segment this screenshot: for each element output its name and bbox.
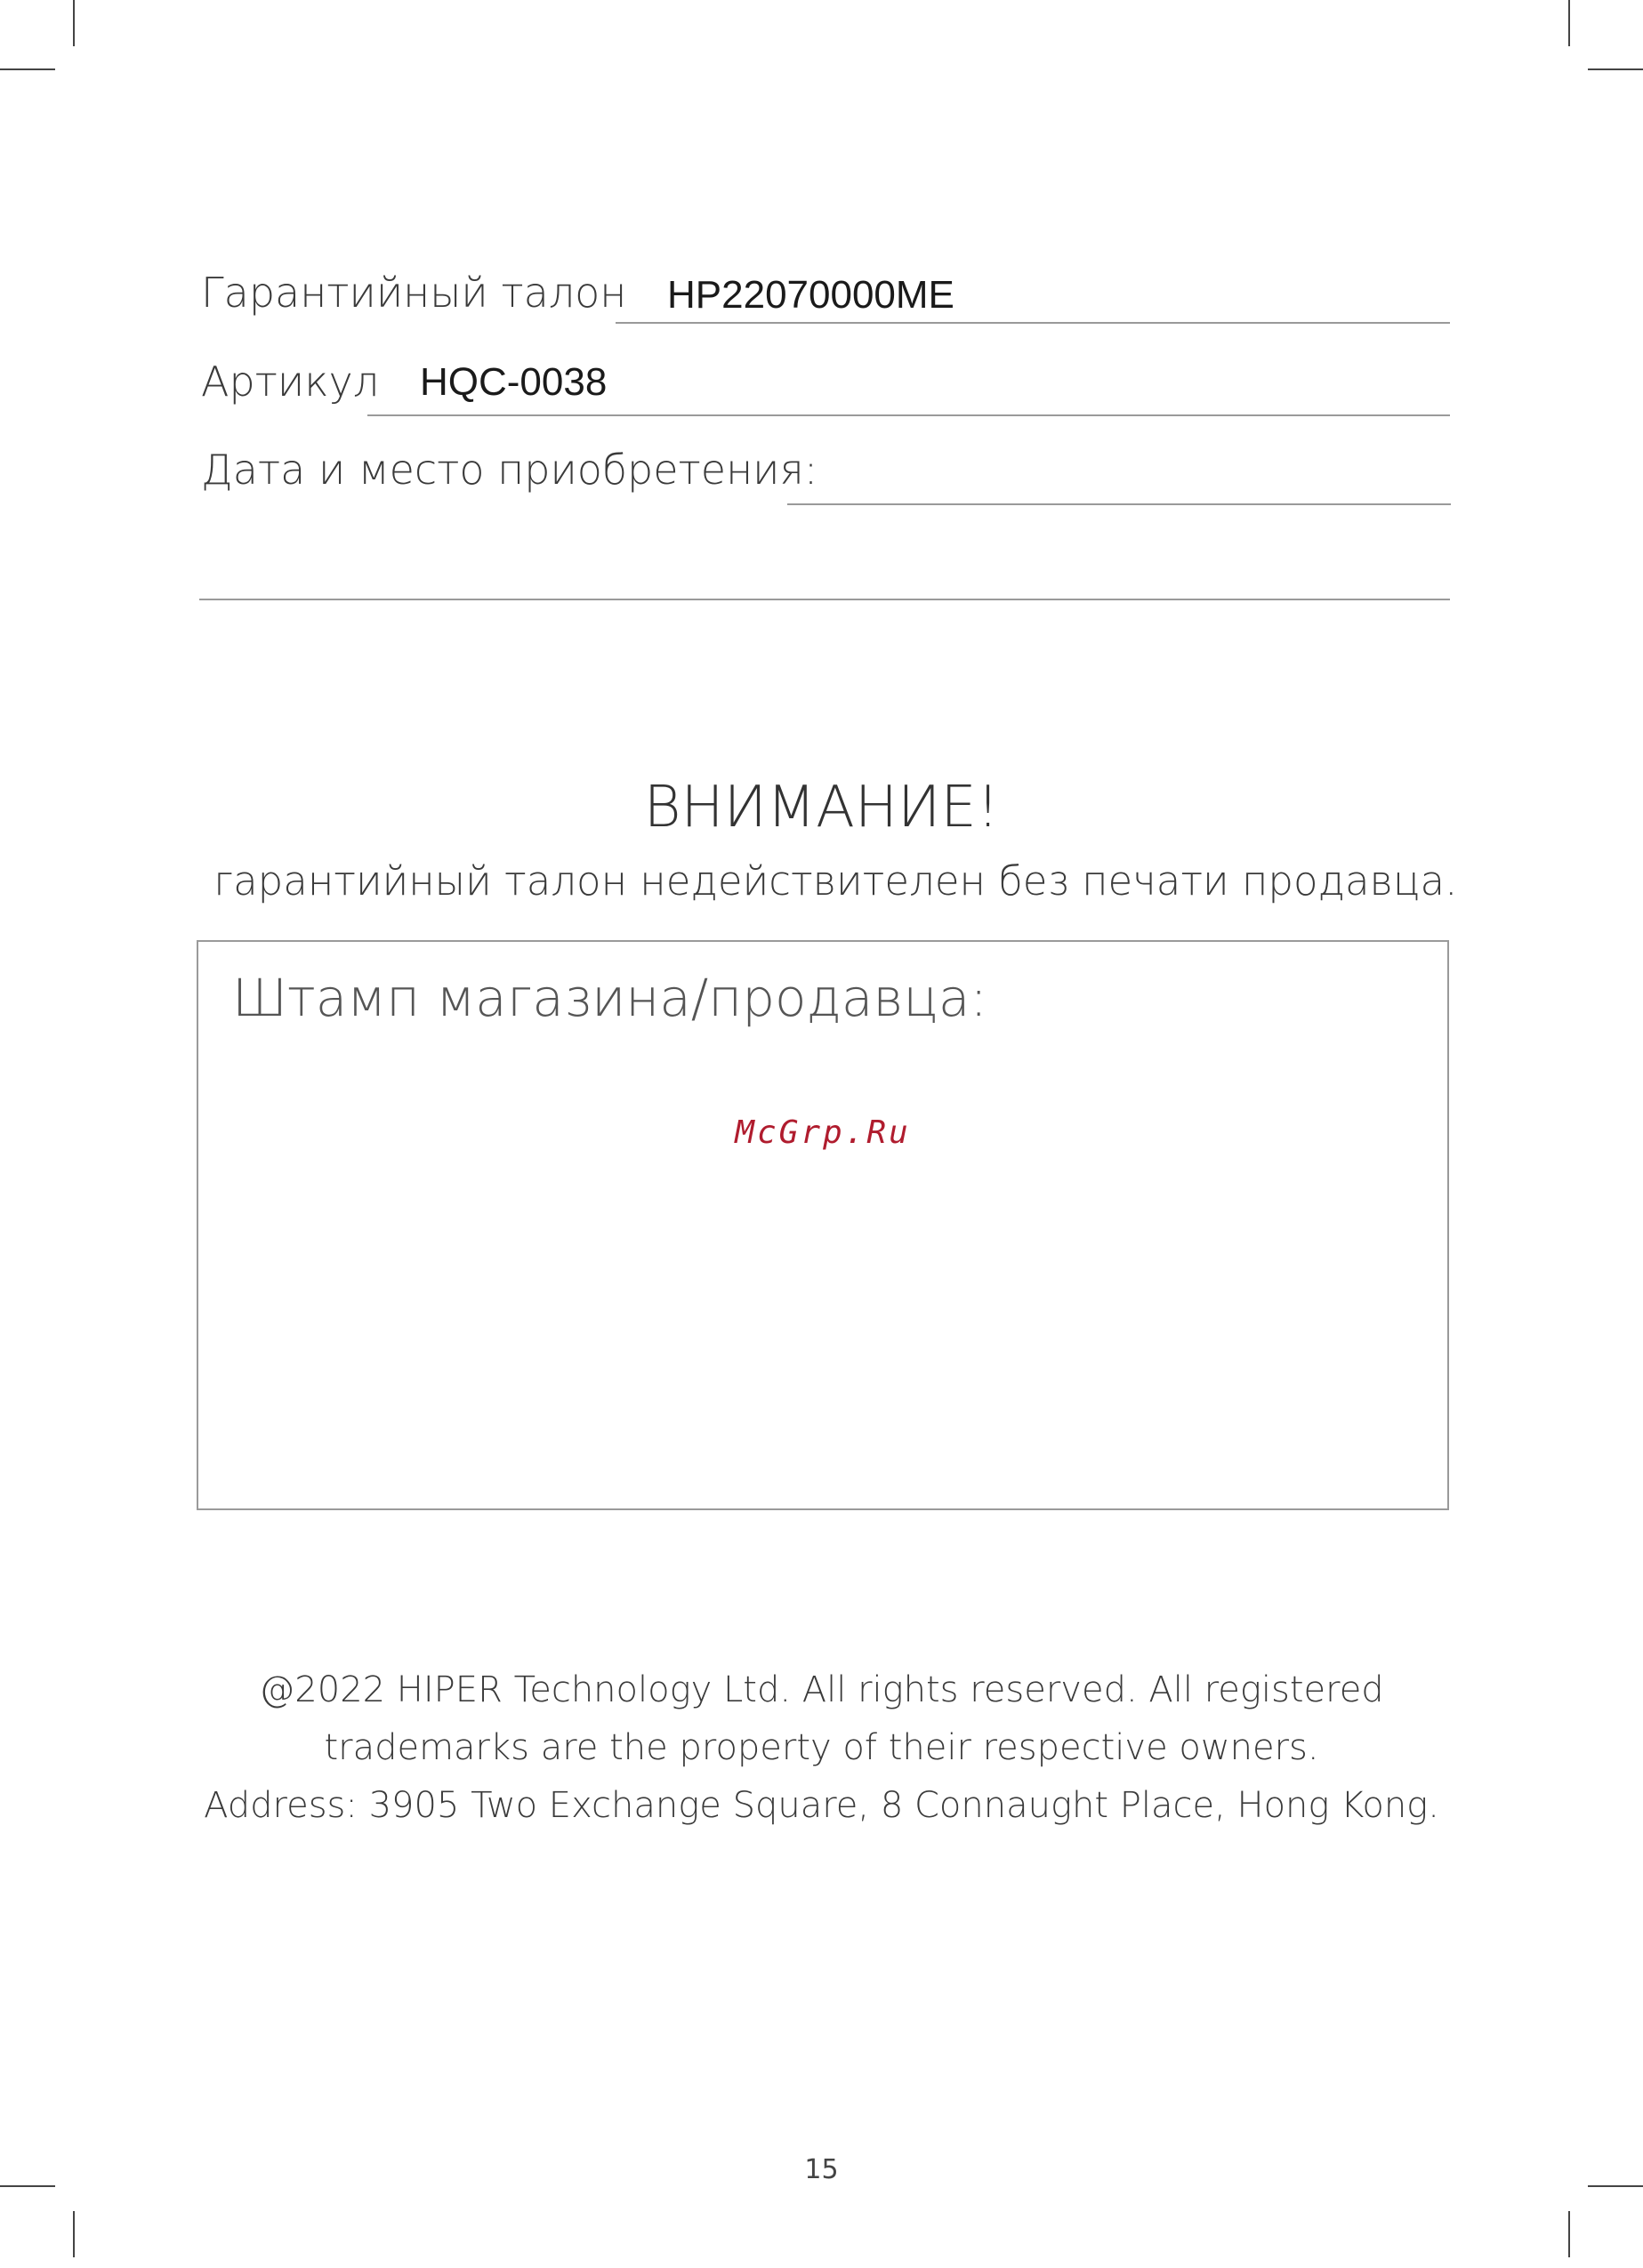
crop-mark-bottom-left-v bbox=[73, 2211, 75, 2257]
coupon-number: HP22070000ME bbox=[667, 273, 954, 317]
attention-text: гарантийный талон недействителен без печати продавца. bbox=[213, 857, 1458, 905]
crop-mark-top-left-v bbox=[73, 0, 75, 46]
article-line bbox=[367, 414, 1450, 416]
attention-title: ВНИМАНИЕ! bbox=[643, 775, 1000, 840]
article-label: Артикул bbox=[201, 358, 380, 406]
article-value: HQC-0038 bbox=[420, 360, 608, 404]
crop-mark-bottom-right-h bbox=[1588, 2185, 1643, 2187]
footer-line-trademarks: trademarks are the property of their respective owners. bbox=[324, 1727, 1319, 1768]
crop-mark-top-right-h bbox=[1588, 68, 1643, 70]
footer-line-copyright: @2022 HIPER Technology Ltd. All rights reserved. All registered bbox=[259, 1669, 1384, 1710]
crop-mark-top-right-v bbox=[1568, 0, 1570, 46]
crop-mark-bottom-left-h bbox=[0, 2185, 55, 2187]
coupon-number-line bbox=[616, 322, 1450, 324]
crop-mark-bottom-right-v bbox=[1568, 2211, 1570, 2257]
copyright-footer bbox=[0, 1661, 1643, 1835]
purchase-line-2 bbox=[199, 599, 1450, 600]
watermark: McGrp.Ru bbox=[735, 1114, 911, 1151]
stamp-box bbox=[197, 940, 1449, 1510]
footer-line-address: Address: 3905 Two Exchange Square, 8 Connaught Place, Hong Kong. bbox=[204, 1785, 1439, 1826]
crop-mark-top-left-h bbox=[0, 68, 55, 70]
stamp-label: Штамп магазина/продавца: bbox=[232, 968, 987, 1028]
purchase-line-1 bbox=[787, 503, 1451, 505]
page-number: 15 bbox=[804, 2154, 839, 2185]
purchase-label: Дата и место приобретения: bbox=[201, 446, 818, 494]
coupon-label: Гарантийный талон bbox=[201, 269, 627, 317]
